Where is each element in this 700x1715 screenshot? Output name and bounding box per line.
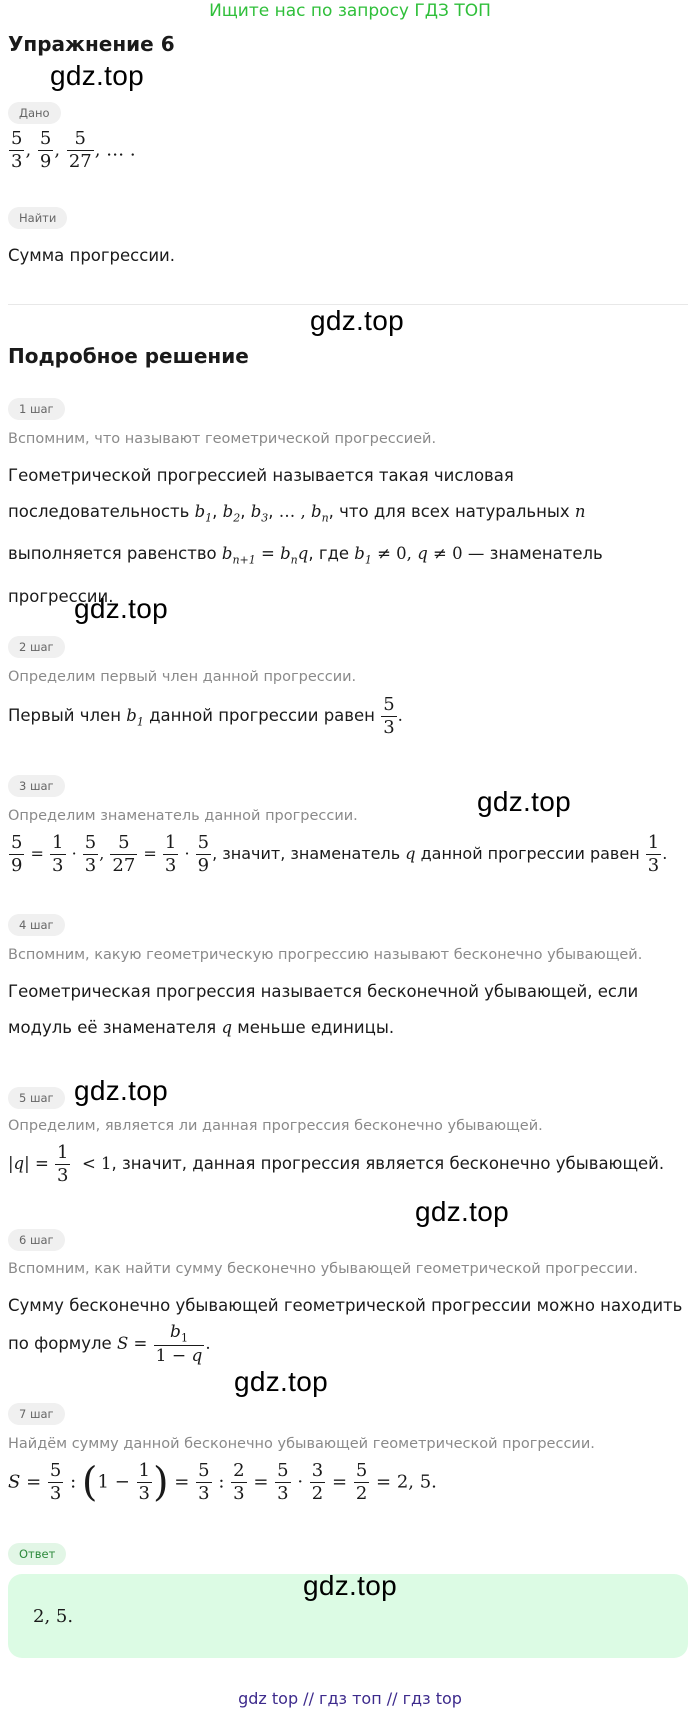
answer-value: 2, 5. — [33, 1606, 74, 1627]
watermark: gdz.top — [303, 1570, 397, 1601]
step-6-text: Сумму бесконечно убывающей геометрической прогрессии можно находить по формуле S = $\frac{b_1}{1 - q}$ . — [8, 1296, 683, 1367]
seq-term-2: $\frac{5}{9}$ — [39, 128, 52, 172]
given-badge: Дано — [8, 102, 61, 124]
step-2-hint: Определим первый член данной прогрессии. — [8, 669, 357, 685]
step-1-text: Геометрической прогрессией называется такая числовая последовательность $b_1$, $b_2$, $b_3$, … , $b_n$, что для всех натуральных n выполняется равенство $b_{n+1} = b_nq$, где $b_1 \ne 0$, q ≠ 0 — знаменатель прогрессии. — [8, 466, 603, 606]
step-7-hint: Найдём сумму данной бесконечно убывающей геометрической прогрессии. — [8, 1436, 595, 1452]
step-7-badge: 7 шаг — [8, 1403, 65, 1425]
top-banner: Ищите нас по запросу ГДЗ ТОП — [209, 1, 491, 21]
page-title: Упражнение 6 — [8, 32, 175, 56]
watermark: gdz.top — [415, 1196, 509, 1227]
step-2-text: Первый член $b_1$ данной прогрессии равен $\frac{5}{3}$ . — [8, 694, 403, 738]
step-4-hint: Вспомним, какую геометрическую прогрессию называют бесконечно убывающей. — [8, 947, 643, 963]
step-5-hint: Определим, является ли данная прогрессия бесконечно убывающей. — [8, 1118, 543, 1134]
watermark: gdz.top — [477, 786, 571, 817]
answer-badge: Ответ — [8, 1543, 66, 1565]
seq-term-1: $\frac{5}{3}$ — [11, 128, 23, 172]
seq-term-3: $\frac{5}{27}$ — [68, 128, 92, 172]
step-1-hint: Вспомним, что называют геометрической прогрессией. — [8, 431, 437, 447]
watermark: gdz.top — [74, 1075, 168, 1106]
step-1-badge: 1 шаг — [8, 398, 65, 420]
footer-links[interactable]: gdz top // гдз топ // гдз top — [238, 1689, 462, 1708]
watermark: gdz.top — [50, 60, 144, 91]
given-sequence: $\frac{5}{3}$ , $\frac{5}{9}$ , $\frac{5}{27}$ , … . — [11, 128, 136, 172]
solution-title: Подробное решение — [8, 344, 249, 368]
watermark: gdz.top — [310, 305, 404, 336]
find-text: Сумма прогрессии. — [8, 246, 176, 265]
step-5-badge: 5 шаг — [8, 1087, 65, 1109]
step-3-hint: Определим знаменатель данной прогрессии. — [8, 808, 358, 824]
watermark: gdz.top — [234, 1366, 328, 1397]
step-6-badge: 6 шаг — [8, 1229, 65, 1251]
step-2-badge: 2 шаг — [8, 636, 65, 658]
find-badge: Найти — [8, 207, 67, 229]
step-3-text: $\frac{5}{9}$ = $\frac{1}{3}$ · $\frac{5}{3}$ , $\frac{5}{27}$ = $\frac{1}{3}$ · $\frac{5}{9}$ , значит, знаменатель q данной прогрессии равен $\frac{1}{3}$ . — [11, 832, 668, 876]
step-5-text: |q| = $\frac{1}{3}$ < 1, значит, данная прогрессия является бесконечно убывающей. — [8, 1142, 665, 1186]
step-6-hint: Вспомним, как найти сумму бесконечно убывающей геометрической прогрессии. — [8, 1261, 638, 1277]
step-7-formula: S = $\frac{5}{3}$ : (1 − $\frac{1}{3}$ ) = $\frac{5}{3}$ : $\frac{2}{3}$ = $\frac{5}{3}$ · $\frac{3}{2}$ = $\frac{5}{2}$ = 2, 5. — [8, 1459, 437, 1506]
step-3-badge: 3 шаг — [8, 775, 65, 797]
watermark: gdz.top — [74, 593, 168, 624]
step-4-badge: 4 шаг — [8, 914, 65, 936]
step-4-text: Геометрическая прогрессия называется бесконечной убывающей, если модуль её знаменателя q меньше единицы. — [8, 982, 639, 1037]
seq-tail: … . — [106, 139, 136, 161]
